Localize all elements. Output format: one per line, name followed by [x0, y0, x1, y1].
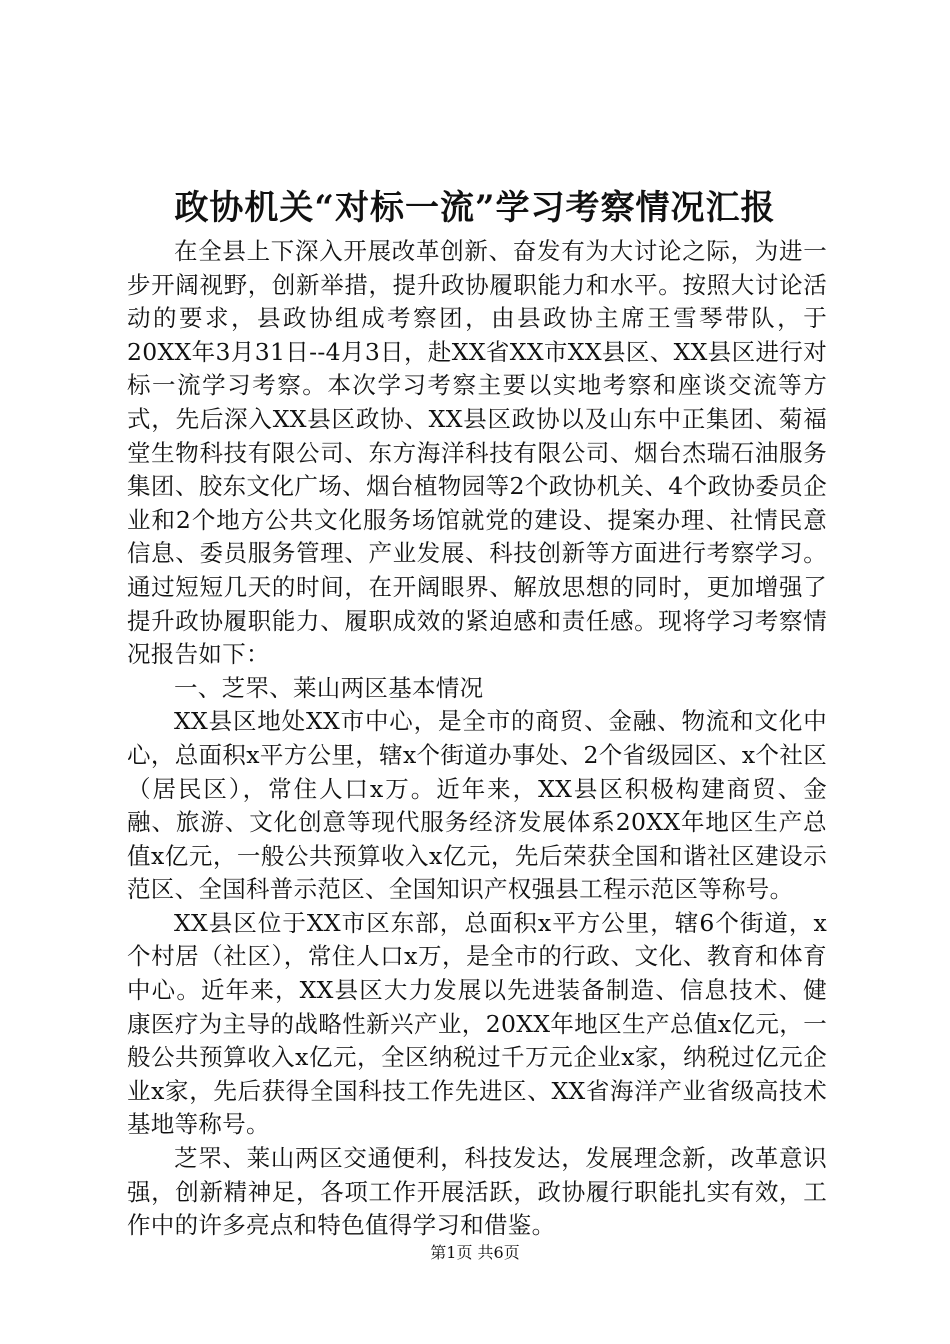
document-body — [127, 235, 827, 1243]
summary-paragraph: 芝罘、莱山两区交通便利，科技发达，发展理念新，改革意识强，创新精神足，各项工作开展活跃，政协履行职能扎实有效，工作中的许多亮点和特色值得学习和借鉴。 — [127, 1144, 827, 1240]
intro-paragraph: 在全县上下深入开展改革创新、奋发有为大讨论之际，为进一步开阔视野，创新举措，提升政协履职能力和水平。按照大讨论活动的要求，县政协组成考察团，由县政协主席王雪琴带队，于20XX年3月31日--4月3日，赴XX省XX市XX县区、XX县区进行对标一流学习考察。本次学习考察主要以实地考察和座谈交流等方式，先后深入XX县区政协、XX县区政协以及山东中正集团、菊福堂生物科技有限公司、东方海洋科技有限公司、烟台杰瑞石油服务集团、胶东文化广场、烟台植物园等2个政协机关、4个政协委员企业和2个地方公共文化服务场馆就党的建设、提案办理、社情民意信息、委员服务管理、产业发展、科技创新等方面进行考察学习。通过短短几天的时间，在开阔眼界、解放思想的同时，更加增强了提升政协履职能力、履职成效的紧迫感和责任感。现将学习考察情况报告如下： — [127, 237, 827, 669]
zhifu-district-paragraph: XX县区地处XX市中心，是全市的商贸、金融、物流和文化中心，总面积x平方公里，辖x个街道办事处、2个省级园区、x个社区（居民区），常住人口x万。近年来，XX县区积极构建商贸、金融、旅游、文化创意等现代服务经济发展体系20XX年地区生产总值x亿元，一般公共预算收入x亿元，先后荣获全国和谐社区建设示范区、全国科普示范区、全国知识产权强县工程示范区等称号。 — [127, 707, 827, 904]
document-title: 政协机关“对标一流”学习考察情况汇报 — [174, 188, 776, 228]
page-number-footer: 第1页 共6页 — [430, 1243, 520, 1262]
section-heading: 一、芝罘、莱山两区基本情况 — [174, 673, 484, 702]
laishan-district-paragraph: XX县区位于XX市区东部，总面积x平方公里，辖6个街道，x个村居（社区），常住人口x万，是全市的行政、文化、教育和体育中心。近年来，XX县区大力发展以先进装备制造、信息技术、健康医疗为主导的战略性新兴产业，20XX年地区生产总值x亿元，一般公共预算收入x亿元，全区纳税过千万元企业x家，纳税过亿元企业x家，先后获得全国科技工作先进区、XX省海洋产业省级高技术基地等称号。 — [127, 908, 827, 1139]
